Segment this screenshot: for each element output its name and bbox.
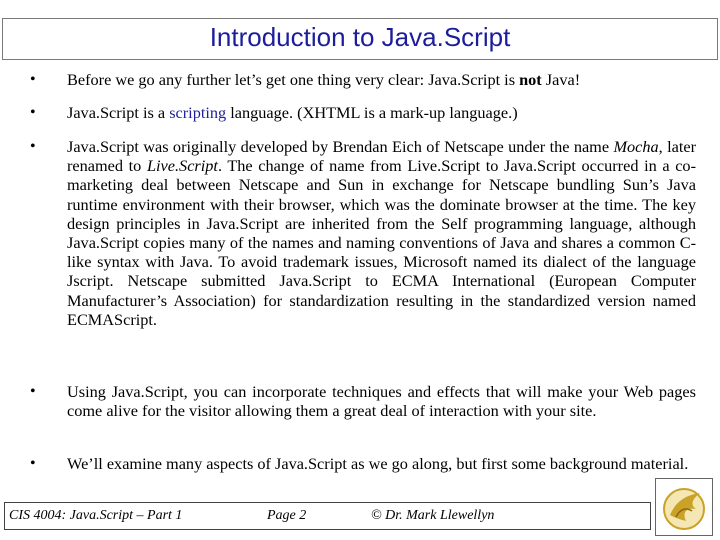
footer-bar <box>4 502 651 530</box>
bullet-marker: • <box>30 455 36 472</box>
bullet-item-1: Before we go any further let’s get one thing very clear: Java.Script is not Java! <box>67 70 581 89</box>
bullet-marker: • <box>30 138 36 155</box>
footer-copyright: © Dr. Mark Llewellyn <box>371 508 495 523</box>
bullet-item-2: Java.Script is a scripting language. (XHTML is a mark-up language.) <box>67 103 518 122</box>
footer-page-number: Page 2 <box>267 508 307 523</box>
bullet-item-5: We’ll examine many aspects of Java.Script as we go along, but first some background material. <box>67 454 689 473</box>
bullet-item-3: Java.Script was originally developed by Brendan Eich of Netscape under the name Mocha, later renamed to Live.Script. The change of name from Live.Script to Java.Script occurred in a co-marketing deal between Netscape and Sun in exchange for Netscape bundling Sun’s Java runtime environment with their browser, which was the dominate browser at the time. The key design principles in Java.Script are inherited from the Self programming language, although Java.Script copies many of the names and naming conventions of Java and shares a common C-like syntax with Java. To avoid trademark issues, Microsoft named its dialect of the language Jscript. Netscape submitted Java.Script to ECMA International (European Computer Manufacturer’s Association) for standardization resulting in the standardized version named ECMAScript. <box>67 137 697 329</box>
footer-course: CIS 4004: Java.Script – Part 1 <box>9 508 183 523</box>
slide-title: Introduction to Java.Script <box>209 22 511 52</box>
ucf-pegasus-logo-icon <box>655 478 713 536</box>
bullet-marker: • <box>30 71 36 88</box>
bullet-marker: • <box>30 104 36 121</box>
bullet-marker: • <box>30 383 36 400</box>
bullet-item-4: Using Java.Script, you can incorporate techniques and effects that will make your Web pages come alive for the visitor allowing them a great deal of interaction with your site. <box>67 382 696 421</box>
